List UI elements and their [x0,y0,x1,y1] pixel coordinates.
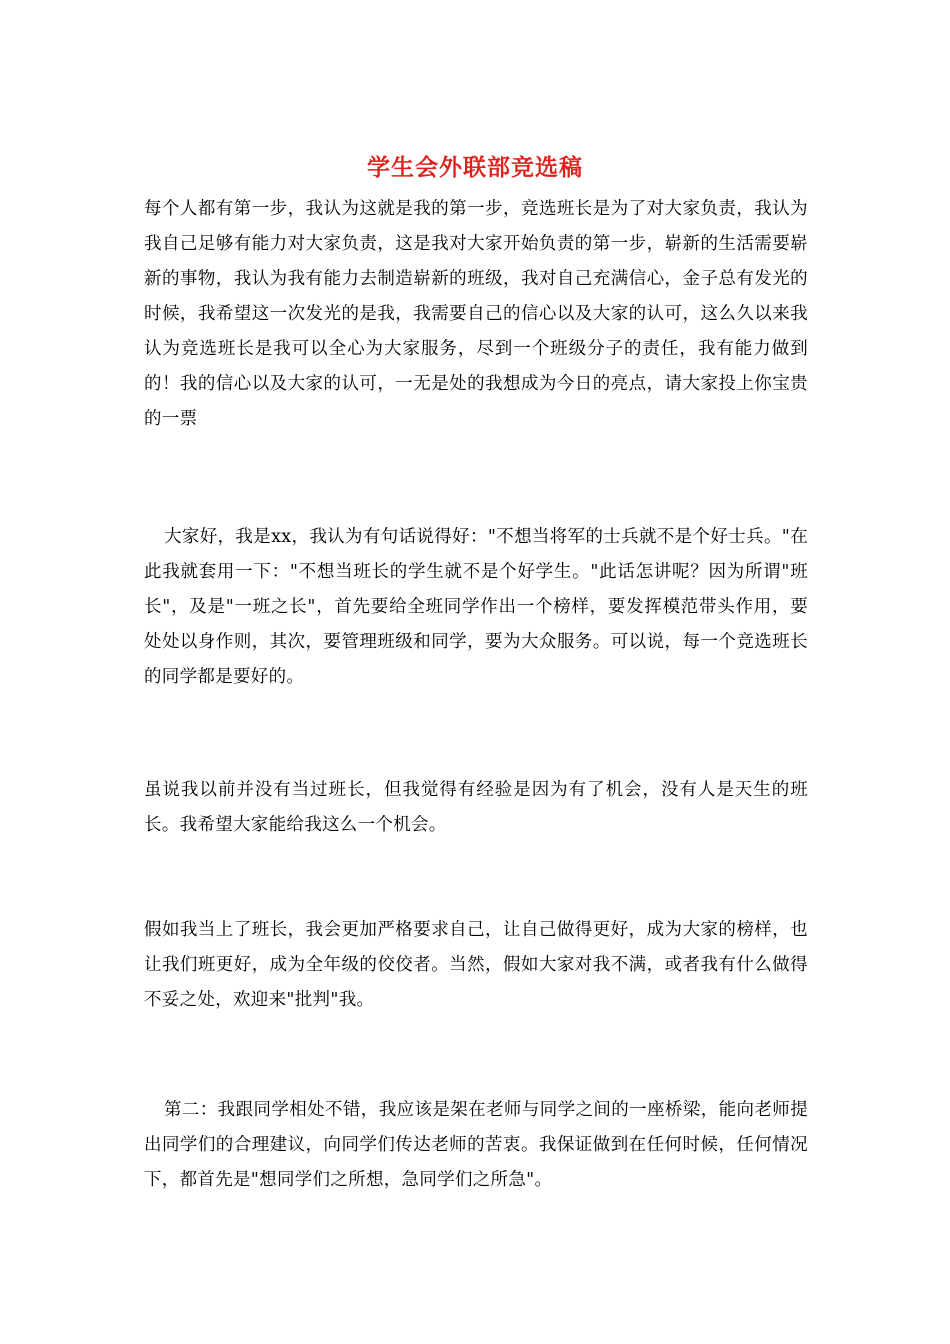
paragraph-3: 虽说我以前并没有当过班长，但我觉得有经验是因为有了机会，没有人是天生的班长。我希望大家能给我这么一个机会。 [144,780,808,835]
paragraph-1: 每个人都有第一步，我认为这就是我的第一步，竞选班长是为了对大家负责，我认为我自己足够有能力对大家负责，这是我对大家开始负责的第一步，崭新的生活需要崭新的事物，我认为我有能力去制造崭新的班级，我对自己充满信心，金子总有发光的时候，我希望这一次发光的是我，我需要自己的信心以及大家的认可，这么久以来我认为竞选班长是我可以全心为大家服务，尽到一个班级分子的责任，我有能力做到的！我的信心以及大家的认可，一无是处的我想成为今日的亮点，请大家投上你宝贵的一票 [144,199,808,429]
paragraph-2: 大家好，我是xx，我认为有句话说得好："不想当将军的士兵就不是个好士兵。"在此我就套用一下："不想当班长的学生就不是个好学生。"此话怎讲呢？因为所谓"班长"，及是"一班之长"，首先要给全班同学作出一个榜样，要发挥模范带头作用，要处处以身作则，其次，要管理班级和同学，要为大众服务。可以说，每一个竞选班长的同学都是要好的。 [144,527,808,687]
paragraph-5: 第二：我跟同学相处不错，我应该是架在老师与同学之间的一座桥梁，能向老师提出同学们的合理建议，向同学们传达老师的苦衷。我保证做到在任何时候，任何情况下，都首先是"想同学们之所想，急同学们之所急"。 [144,1100,808,1190]
paragraph-4: 假如我当上了班长，我会更加严格要求自己，让自己做得更好，成为大家的榜样，也让我们班更好，成为全年级的佼佼者。当然，假如大家对我不满，或者我有什么做得不妥之处，欢迎来"批判"我。 [144,920,808,1010]
document-title: 学生会外联部竞选稿 [367,154,583,181]
